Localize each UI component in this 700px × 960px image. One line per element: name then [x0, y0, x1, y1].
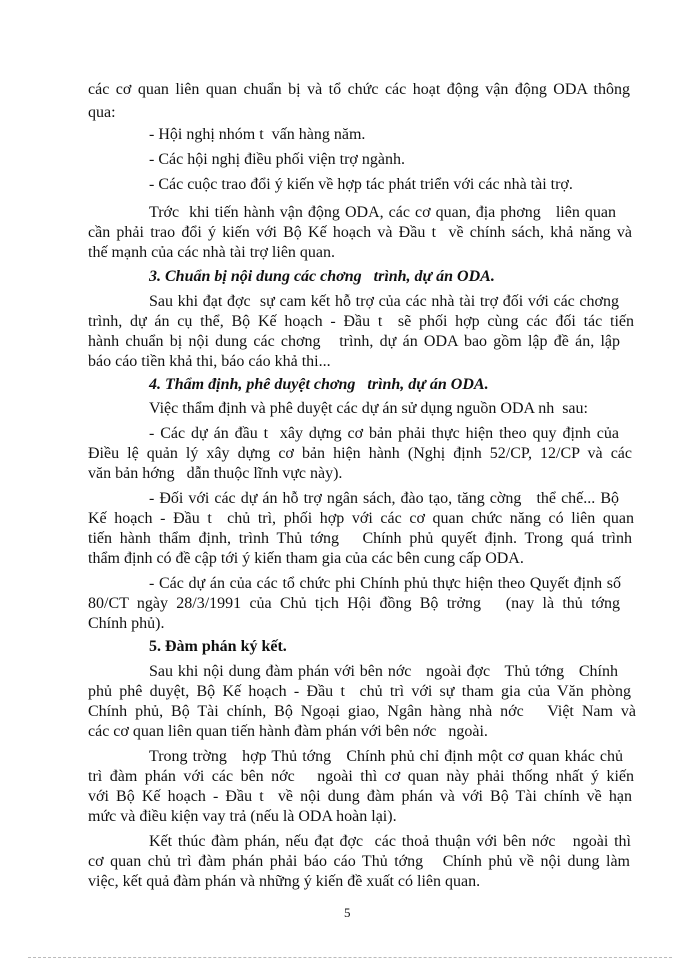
section-heading: 3. Chuẩn bị nội dung các chơng trình, dự án ODA. [149, 268, 495, 285]
text-line: - Hội nghị nhóm t vấn hàng năm. [149, 126, 366, 143]
text-line: - Các hội nghị điều phối viện trợ ngành. [149, 151, 405, 168]
text-line: Trong trờng hợp Thủ tớng Chính phủ chỉ định một cơ quan khác chủ [149, 748, 623, 765]
page-bottom-divider [28, 957, 672, 958]
text-line: hành chuẩn bị nội dung các chơng trình, dự án ODA bao gồm lập đề án, lập [88, 333, 620, 350]
text-line: Chính phủ, Bộ Tài chính, Bộ Ngoại giao, Ngân hàng nhà nớc Việt Nam và [88, 703, 636, 720]
text-line: báo cáo tiền khả thi, báo cáo khả thi... [88, 353, 331, 370]
text-line: Chính phủ). [88, 615, 165, 632]
text-line: qua: [88, 104, 116, 121]
text-line: 80/CT ngày 28/3/1991 của Chủ tịch Hội đồng Bộ trởng (nay là thủ tớng [88, 595, 620, 612]
text-line: trì đàm phán với các bên nớc ngoài thì cơ quan này phải thống nhất ý kiến [88, 768, 634, 785]
text-line: - Đối với các dự án hỗ trợ ngân sách, đào tạo, tăng cờng thể chế... Bộ [149, 490, 619, 507]
text-line: các cơ quan liên quan chuẩn bị và tổ chức các hoạt động vận động ODA thông [88, 81, 630, 98]
text-line: các cơ quan liên quan tiến hành đàm phán với bên nớc ngoài. [88, 723, 488, 740]
page-number: 5 [344, 905, 351, 920]
text-line: việc, kết quả đàm phán và những ý kiến đề xuất có liên quan. [88, 873, 481, 890]
text-line: Việc thẩm định và phê duyệt các dự án sử dụng nguồn ODA nh sau: [149, 400, 588, 417]
text-line: cần phải trao đổi ý kiến với Bộ Kế hoạch và Đầu t về chính sách, khả năng và [88, 224, 632, 241]
text-line: với Bộ Kế hoạch - Đầu t về nội dung đàm phán và với Bộ Tài chính về hạn [88, 788, 632, 805]
text-line: - Các cuộc trao đổi ý kiến về hợp tác phát triển với các nhà tài trợ. [149, 176, 573, 193]
text-line: - Các dự án của các tổ chức phi Chính phủ thực hiện theo Quyết định số [149, 575, 621, 592]
text-line: thẩm định có đề cập tới ý kiến tham gia của các bên cung cấp ODA. [88, 550, 524, 567]
text-line: Kế hoạch - Đầu t chủ trì, phối hợp với các cơ quan chức năng có liên quan [88, 510, 634, 527]
text-line: Kết thúc đàm phán, nếu đạt đợc các thoả thuận với bên nớc ngoài thì [149, 833, 631, 850]
text-line: phủ phê duyệt, Bộ Kế hoạch - Đầu t chủ trì với sự tham gia của Văn phòng [88, 683, 631, 700]
text-line: trình, dự án cụ thể, Bộ Kế hoạch - Đầu t sẽ phối hợp cùng các đối tác tiến [88, 313, 634, 330]
text-line: tiến hành thẩm định, trình Thủ tớng Chính phủ quyết định. Trong quá trình [88, 530, 632, 547]
text-line: cơ quan chủ trì đàm phán phải báo cáo Thủ tớng Chính phủ về nội dung làm [88, 853, 630, 870]
text-line: mức và điều kiện vay trả (nếu là ODA hoàn lại). [88, 808, 397, 825]
text-line: thế mạnh của các nhà tài trợ liên quan. [88, 244, 336, 261]
text-line: - Các dự án đầu t xây dựng cơ bản phải thực hiện theo quy định của [149, 425, 619, 442]
text-line: Sau khi đạt đợc sự cam kết hỗ trợ của các nhà tài trợ đối với các chơng [149, 293, 619, 310]
text-line: Điều lệ quản lý xây dựng cơ bản hiện hành (Nghị định 52/CP, 12/CP và các [88, 445, 632, 462]
section-heading: 4. Thẩm định, phê duyệt chơng trình, dự án ODA. [149, 376, 489, 393]
section-heading: 5. Đàm phán ký kết. [149, 638, 287, 655]
text-line: Trớc khi tiến hành vận động ODA, các cơ quan, địa phơng liên quan [149, 204, 616, 221]
text-line: Sau khi nội dung đàm phán với bên nớc ngoài đợc Thủ tớng Chính [149, 663, 618, 680]
text-line: văn bản hớng dẫn thuộc lĩnh vực này). [88, 465, 343, 482]
